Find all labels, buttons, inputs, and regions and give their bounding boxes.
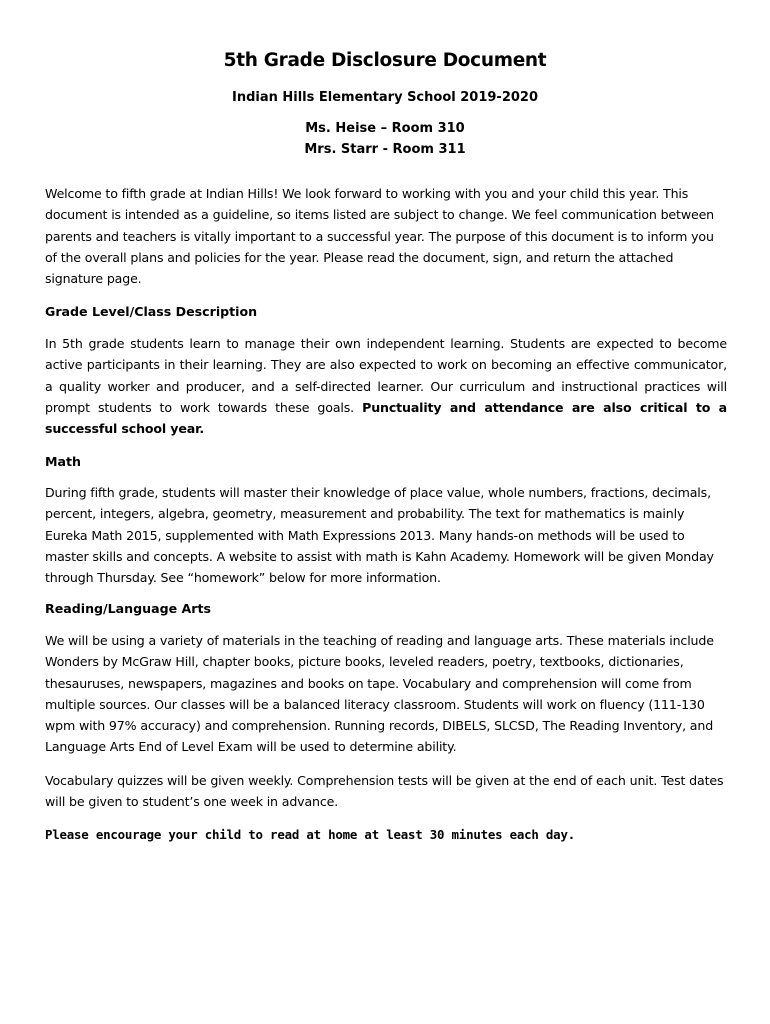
reading-paragraph-2: Vocabulary quizzes will be given weekly. Comprehension tests will be given at the end of each unit. Test dates will be given to student’s one week in advance. bbox=[45, 773, 724, 810]
school-year-subtitle: Indian Hills Elementary School 2019-2020 bbox=[231, 90, 538, 105]
intro-paragraph: Welcome to fifth grade at Indian Hills! We look forward to working with you and your child this year. This document is intended as a guideline, so items listed are subject to change. We feel communication between parents and teachers is vitally important to a successful year. The purpose of this document is to inform you of the overall plans and policies for the year. Please read the document, sign, and return the attached signature page. bbox=[45, 186, 714, 287]
reading-heading: Reading/Language Arts bbox=[45, 601, 212, 616]
punctuality-emphasis: Punctuality and attendance are also critical to a successful school year. bbox=[45, 399, 727, 437]
teacher-starr-room: Mrs. Starr - Room 311 bbox=[304, 142, 466, 157]
math-heading: Math bbox=[45, 454, 82, 469]
document-title: 5th Grade Disclosure Document bbox=[223, 50, 547, 71]
grade-level-text: In 5th grade students learn to manage their own independent learning. Students are expected to become active participants in their learning. They are also expected to work on becoming an effective communicator, a quality worker and producer, and a self-directed learner. Our curriculum and instructional practices will prompt students to work towards these goals. bbox=[45, 336, 727, 415]
read-at-home-note: Please encourage your child to read at home at least 30 minutes each day. bbox=[45, 827, 575, 842]
math-paragraph: During fifth grade, students will master their knowledge of place value, whole numbers, fractions, decimals, percent, integers, algebra, geometry, measurement and probability. The text for mathematics is mainly Eureka Math 2015, supplemented with Math Expressions 2013. Many hands-on methods will be used to master skills and concepts. A website to assist with math is Kahn Academy. Homework will be given Monday through Thursday. See “homework” below for more information. bbox=[45, 485, 714, 586]
grade-level-paragraph bbox=[45, 333, 727, 439]
teacher-heise-room: Ms. Heise – Room 310 bbox=[305, 121, 465, 136]
reading-paragraph-1: We will be using a variety of materials in the teaching of reading and language arts. These materials include Wonders by McGraw Hill, chapter books, picture books, leveled readers, poetry, textbooks, dictionaries, thesauruses, newspapers, magazines and books on tape. Vocabulary and comprehension will come from multiple sources. Our classes will be a balanced literacy classroom. Students will work on fluency (111-130 wpm with 97% accuracy) and comprehension. Running records, DIBELS, SLCSD, The Reading Inventory, and Language Arts End of Level Exam will be used to determine ability. bbox=[45, 633, 714, 755]
grade-level-heading: Grade Level/Class Description bbox=[45, 304, 258, 319]
